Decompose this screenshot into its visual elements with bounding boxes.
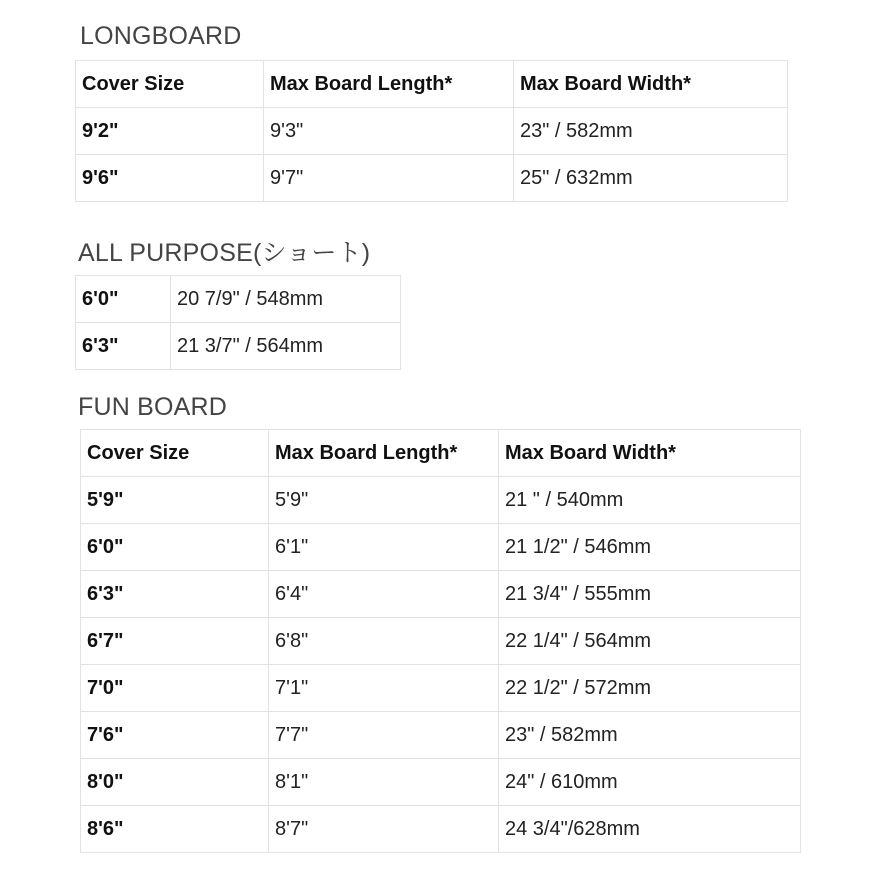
cell-cover-size: 8'6" (81, 806, 269, 853)
longboard-size-table (75, 60, 788, 202)
cell-cover-size: 6'7" (81, 618, 269, 665)
cell-cover-size: 6'3" (81, 571, 269, 618)
table-header-row (76, 61, 788, 108)
cell-cover-size: 8'0" (81, 759, 269, 806)
cell-cover-size: 9'2" (76, 108, 264, 155)
cell-cover-size: 9'6" (76, 155, 264, 202)
header-max-board-width: Max Board Width* (499, 430, 801, 477)
cell-max-width: 21 3/4" / 555mm (499, 571, 801, 618)
cell-max-width: 20 7/9" / 548mm (171, 276, 401, 323)
table-row (81, 759, 801, 806)
cell-max-width: 22 1/4" / 564mm (499, 618, 801, 665)
cell-max-width: 22 1/2" / 572mm (499, 665, 801, 712)
cell-max-length: 6'1" (269, 524, 499, 571)
table-row (81, 665, 801, 712)
header-max-board-length: Max Board Length* (269, 430, 499, 477)
table-row (76, 155, 788, 202)
header-cover-size: Cover Size (76, 61, 264, 108)
cell-max-length: 7'1" (269, 665, 499, 712)
table-row (76, 108, 788, 155)
cell-max-length: 6'4" (269, 571, 499, 618)
header-cover-size: Cover Size (81, 430, 269, 477)
cell-max-length: 5'9" (269, 477, 499, 524)
cell-max-width: 21 1/2" / 546mm (499, 524, 801, 571)
cell-max-length: 7'7" (269, 712, 499, 759)
cell-max-width: 25" / 632mm (514, 155, 788, 202)
table-row (81, 618, 801, 665)
table-row (81, 712, 801, 759)
section-title-all-purpose: ALL PURPOSE(ショート) (78, 239, 371, 267)
header-max-board-length: Max Board Length* (264, 61, 514, 108)
cell-max-length: 9'7" (264, 155, 514, 202)
all-purpose-size-table (75, 275, 401, 370)
cell-cover-size: 6'3" (76, 323, 171, 370)
table-header-row (81, 430, 801, 477)
table-row (76, 323, 401, 370)
cell-max-length: 9'3" (264, 108, 514, 155)
cell-max-width: 23" / 582mm (514, 108, 788, 155)
cell-max-width: 24" / 610mm (499, 759, 801, 806)
cell-max-length: 6'8" (269, 618, 499, 665)
section-title-fun-board: FUN BOARD (78, 393, 228, 421)
cell-cover-size: 5'9" (81, 477, 269, 524)
cell-max-width: 21 3/7" / 564mm (171, 323, 401, 370)
table-row (81, 477, 801, 524)
cell-max-width: 21 " / 540mm (499, 477, 801, 524)
table-row (81, 524, 801, 571)
table-row (81, 806, 801, 853)
cell-max-length: 8'1" (269, 759, 499, 806)
header-max-board-width: Max Board Width* (514, 61, 788, 108)
cell-cover-size: 6'0" (76, 276, 171, 323)
cell-cover-size: 7'0" (81, 665, 269, 712)
cell-max-width: 23" / 582mm (499, 712, 801, 759)
table-row (81, 571, 801, 618)
fun-board-size-table (80, 429, 801, 853)
cell-max-width: 24 3/4"/628mm (499, 806, 801, 853)
cell-cover-size: 7'6" (81, 712, 269, 759)
section-title-longboard: LONGBOARD (80, 22, 242, 50)
cell-cover-size: 6'0" (81, 524, 269, 571)
cell-max-length: 8'7" (269, 806, 499, 853)
table-row (76, 276, 401, 323)
